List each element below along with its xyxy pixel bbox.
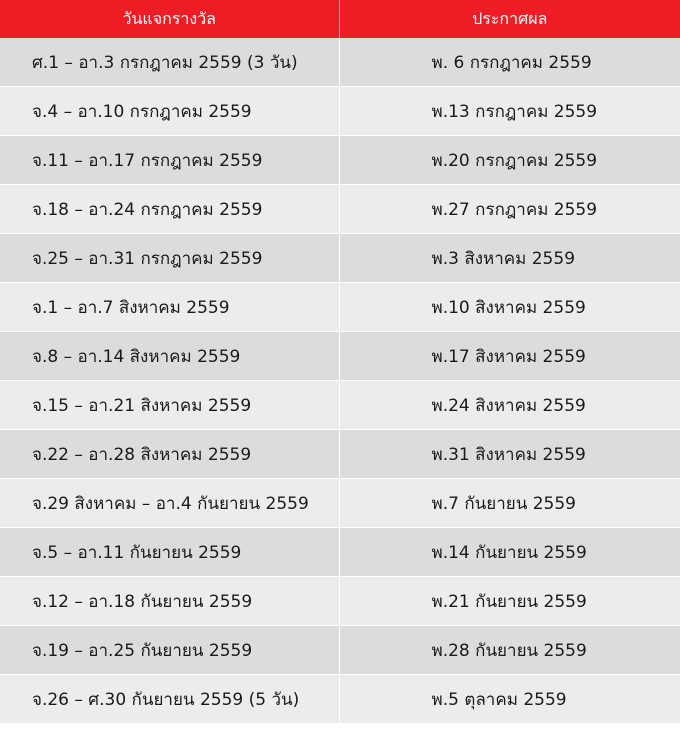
table-row <box>0 38 680 87</box>
prize-period-cell: จ.1 – อา.7 สิงหาคม 2559 <box>0 283 339 332</box>
table-row <box>0 626 680 675</box>
prize-period-cell: จ.18 – อา.24 กรกฎาคม 2559 <box>0 185 339 234</box>
prize-period-cell: จ.19 – อา.25 กันยายน 2559 <box>0 626 339 675</box>
table-row <box>0 430 680 479</box>
prize-period-cell: จ.12 – อา.18 กันยายน 2559 <box>0 577 339 626</box>
announcement-date-cell: พ.17 สิงหาคม 2559 <box>339 332 680 381</box>
prize-period-cell: จ.22 – อา.28 สิงหาคม 2559 <box>0 430 339 479</box>
prize-period-cell: จ.29 สิงหาคม – อา.4 กันยายน 2559 <box>0 479 339 528</box>
announcement-date-cell: พ.31 สิงหาคม 2559 <box>339 430 680 479</box>
announcement-date-cell: พ.10 สิงหาคม 2559 <box>339 283 680 332</box>
announcement-date-cell: พ. 6 กรกฎาคม 2559 <box>339 38 680 87</box>
table-body <box>0 38 680 724</box>
prize-period-cell: จ.8 – อา.14 สิงหาคม 2559 <box>0 332 339 381</box>
table-row <box>0 283 680 332</box>
prize-period-cell: จ.15 – อา.21 สิงหาคม 2559 <box>0 381 339 430</box>
announcement-date-cell: พ.7 กันยายน 2559 <box>339 479 680 528</box>
table-row <box>0 675 680 724</box>
header-prize-period: วันแจกรางวัล <box>0 0 339 38</box>
prize-period-cell: จ.11 – อา.17 กรกฎาคม 2559 <box>0 136 339 185</box>
announcement-date-cell: พ.14 กันยายน 2559 <box>339 528 680 577</box>
header-row <box>0 0 680 38</box>
header-announcement: ประกาศผล <box>339 0 680 38</box>
announcement-date-cell: พ.28 กันยายน 2559 <box>339 626 680 675</box>
announcement-date-cell: พ.27 กรกฎาคม 2559 <box>339 185 680 234</box>
table-row <box>0 136 680 185</box>
announcement-date-cell: พ.24 สิงหาคม 2559 <box>339 381 680 430</box>
table-row <box>0 528 680 577</box>
prize-period-cell: จ.5 – อา.11 กันยายน 2559 <box>0 528 339 577</box>
table-row <box>0 87 680 136</box>
table-row <box>0 479 680 528</box>
prize-period-cell: จ.4 – อา.10 กรกฎาคม 2559 <box>0 87 339 136</box>
prize-period-cell: จ.25 – อา.31 กรกฎาคม 2559 <box>0 234 339 283</box>
announcement-date-cell: พ.3 สิงหาคม 2559 <box>339 234 680 283</box>
table-row <box>0 332 680 381</box>
announcement-date-cell: พ.13 กรกฎาคม 2559 <box>339 87 680 136</box>
table-row <box>0 577 680 626</box>
table-row <box>0 185 680 234</box>
table-row <box>0 234 680 283</box>
table-row <box>0 381 680 430</box>
announcement-date-cell: พ.20 กรกฎาคม 2559 <box>339 136 680 185</box>
prize-period-cell: ศ.1 – อา.3 กรกฎาคม 2559 (3 วัน) <box>0 38 339 87</box>
prize-period-cell: จ.26 – ศ.30 กันยายน 2559 (5 วัน) <box>0 675 339 724</box>
announcement-date-cell: พ.21 กันยายน 2559 <box>339 577 680 626</box>
table-header <box>0 0 680 38</box>
announcement-date-cell: พ.5 ตุลาคม 2559 <box>339 675 680 724</box>
